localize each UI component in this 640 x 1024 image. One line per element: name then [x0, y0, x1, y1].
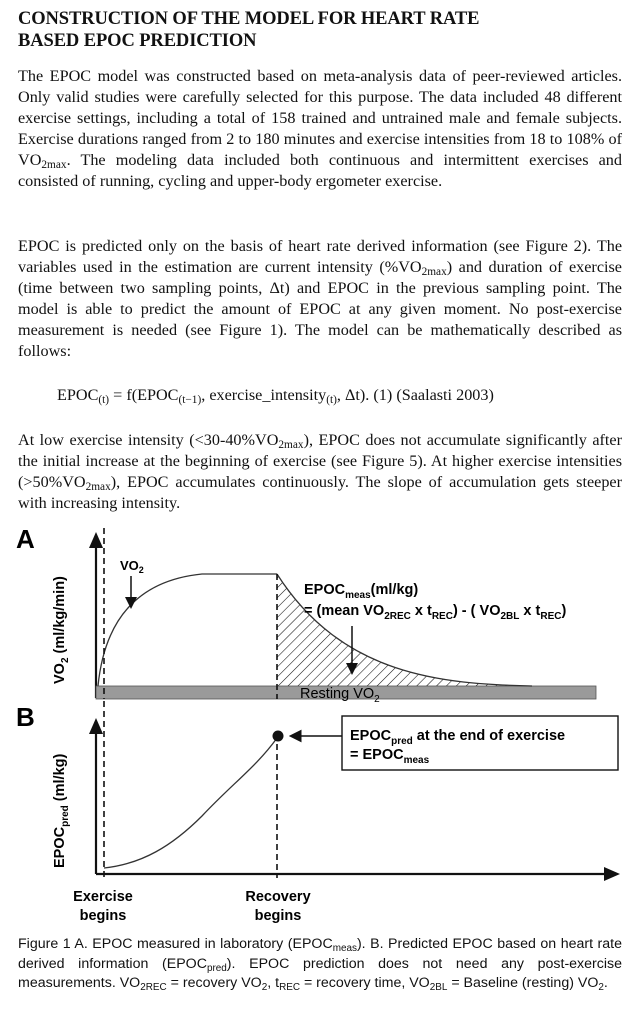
vo2-curve-label: $VO_2$: [120, 558, 144, 575]
paragraph-3: At low exercise intensity $(<30-40\%VO_{2max})$, EPOC does not accumulate significantly after the initial increase at the beginning of exercise (see Figure 5). At higher exercise intensities $(>50\%VO_{2max})$, EPOC accumulates continuously. The slope of accumulation gets steeper with increasing intensity.: [18, 431, 622, 512]
recovery-begins-label-2: begins: [254, 908, 302, 924]
epoc-pred-curve: [104, 738, 277, 868]
paragraph-1: The EPOC model was constructed based on meta-analysis data of peer-reviewed articles. Only valid studies were carefully selected for this purpose. The data included 48 different exercise settings, including a total of 158 trained and untrained male and female subjects. Exercise durations ranged from 2 to 180 minutes and exercise intensities from 18 to 108% of $VO_{2max}$. The modeling data included both continuous and intermittent exercises and consisted of running, cycling and upper-body ergometer exercise.: [18, 67, 622, 190]
svg-text:VO2 (ml/kg/min): $VO_2$ (ml/kg/min): [52, 576, 71, 684]
figure-caption: Figure 1 A. EPOC measured in laboratory $(EPOC_{meas})$. B. Predicted EPOC based on heart rate derived information $(EPOC_{pred})$. EPOC prediction does not need any post-exercise measurements. $VO_{2REC}$ = recovery $VO_2$, $t_{REC}$ = recovery time, $VO_{2BL}$ = Baseline (resting) $VO_2$.: [18, 936, 622, 993]
heading-line-1: CONSTRUCTION OF THE MODEL FOR HEART RATE: [18, 9, 480, 29]
epoc-pred-box-line-2: = $EPOC_{meas}$: [350, 747, 430, 766]
heading-line-2: BASED EPOC PREDICTION: [18, 31, 257, 51]
epoc-formula: $EPOC_{(t)}$ = $f(EPOC_{(t-1)}$, exercise_intensity$_{(t)}$, Δt). (1) (Saalasti 2003): [57, 386, 494, 406]
panel-b-y-axis-arrow: [89, 718, 103, 734]
figure-1: [12, 526, 628, 926]
epoc-pred-box-line-1: $EPOC_{pred}$ at the end of exercise: [350, 728, 566, 747]
recovery-begins-label-1: Recovery: [245, 889, 311, 905]
resting-vo2-label: Resting $VO_2$: [300, 686, 380, 705]
panel-a-y-axis-label: [52, 576, 71, 684]
panel-a-y-axis-arrow: [89, 532, 103, 548]
exercise-begins-label-1: Exercise: [73, 889, 133, 905]
panel-b-y-axis-label: [52, 754, 71, 868]
section-heading: [18, 8, 622, 52]
panel-b-label: B: [16, 702, 35, 732]
paragraph-2: EPOC is predicted only on the basis of heart rate derived information (see Figure 2). The variables used in the estimation are current intensity $(\%VO_{2max})$ and duration of exercise (time between two sampling points, Δt) and EPOC in the previous sampling point. The model is able to predict the amount of EPOC at any given moment. No post-exercise measurement is needed (see Figure 1). The model can be mathematically described as follows:: [18, 237, 622, 360]
panel-b-x-axis-arrow: [604, 867, 620, 881]
exercise-begins-label-2: begins: [79, 908, 127, 924]
epoc-meas-equation: = (mean $VO_{2REC}$ x $t_{REC}$) - ( $VO_{2BL}$ x $t_{REC}$): [304, 603, 567, 622]
epoc-meas-label: $EPOC_{meas}(ml/kg)$: [304, 582, 419, 601]
epoc-pred-end-point: [273, 731, 284, 742]
svg-text:EPOCpred (ml/kg): $EPOC_{pred}$ (ml/kg): [52, 753, 71, 868]
panel-a-label: A: [16, 526, 35, 554]
